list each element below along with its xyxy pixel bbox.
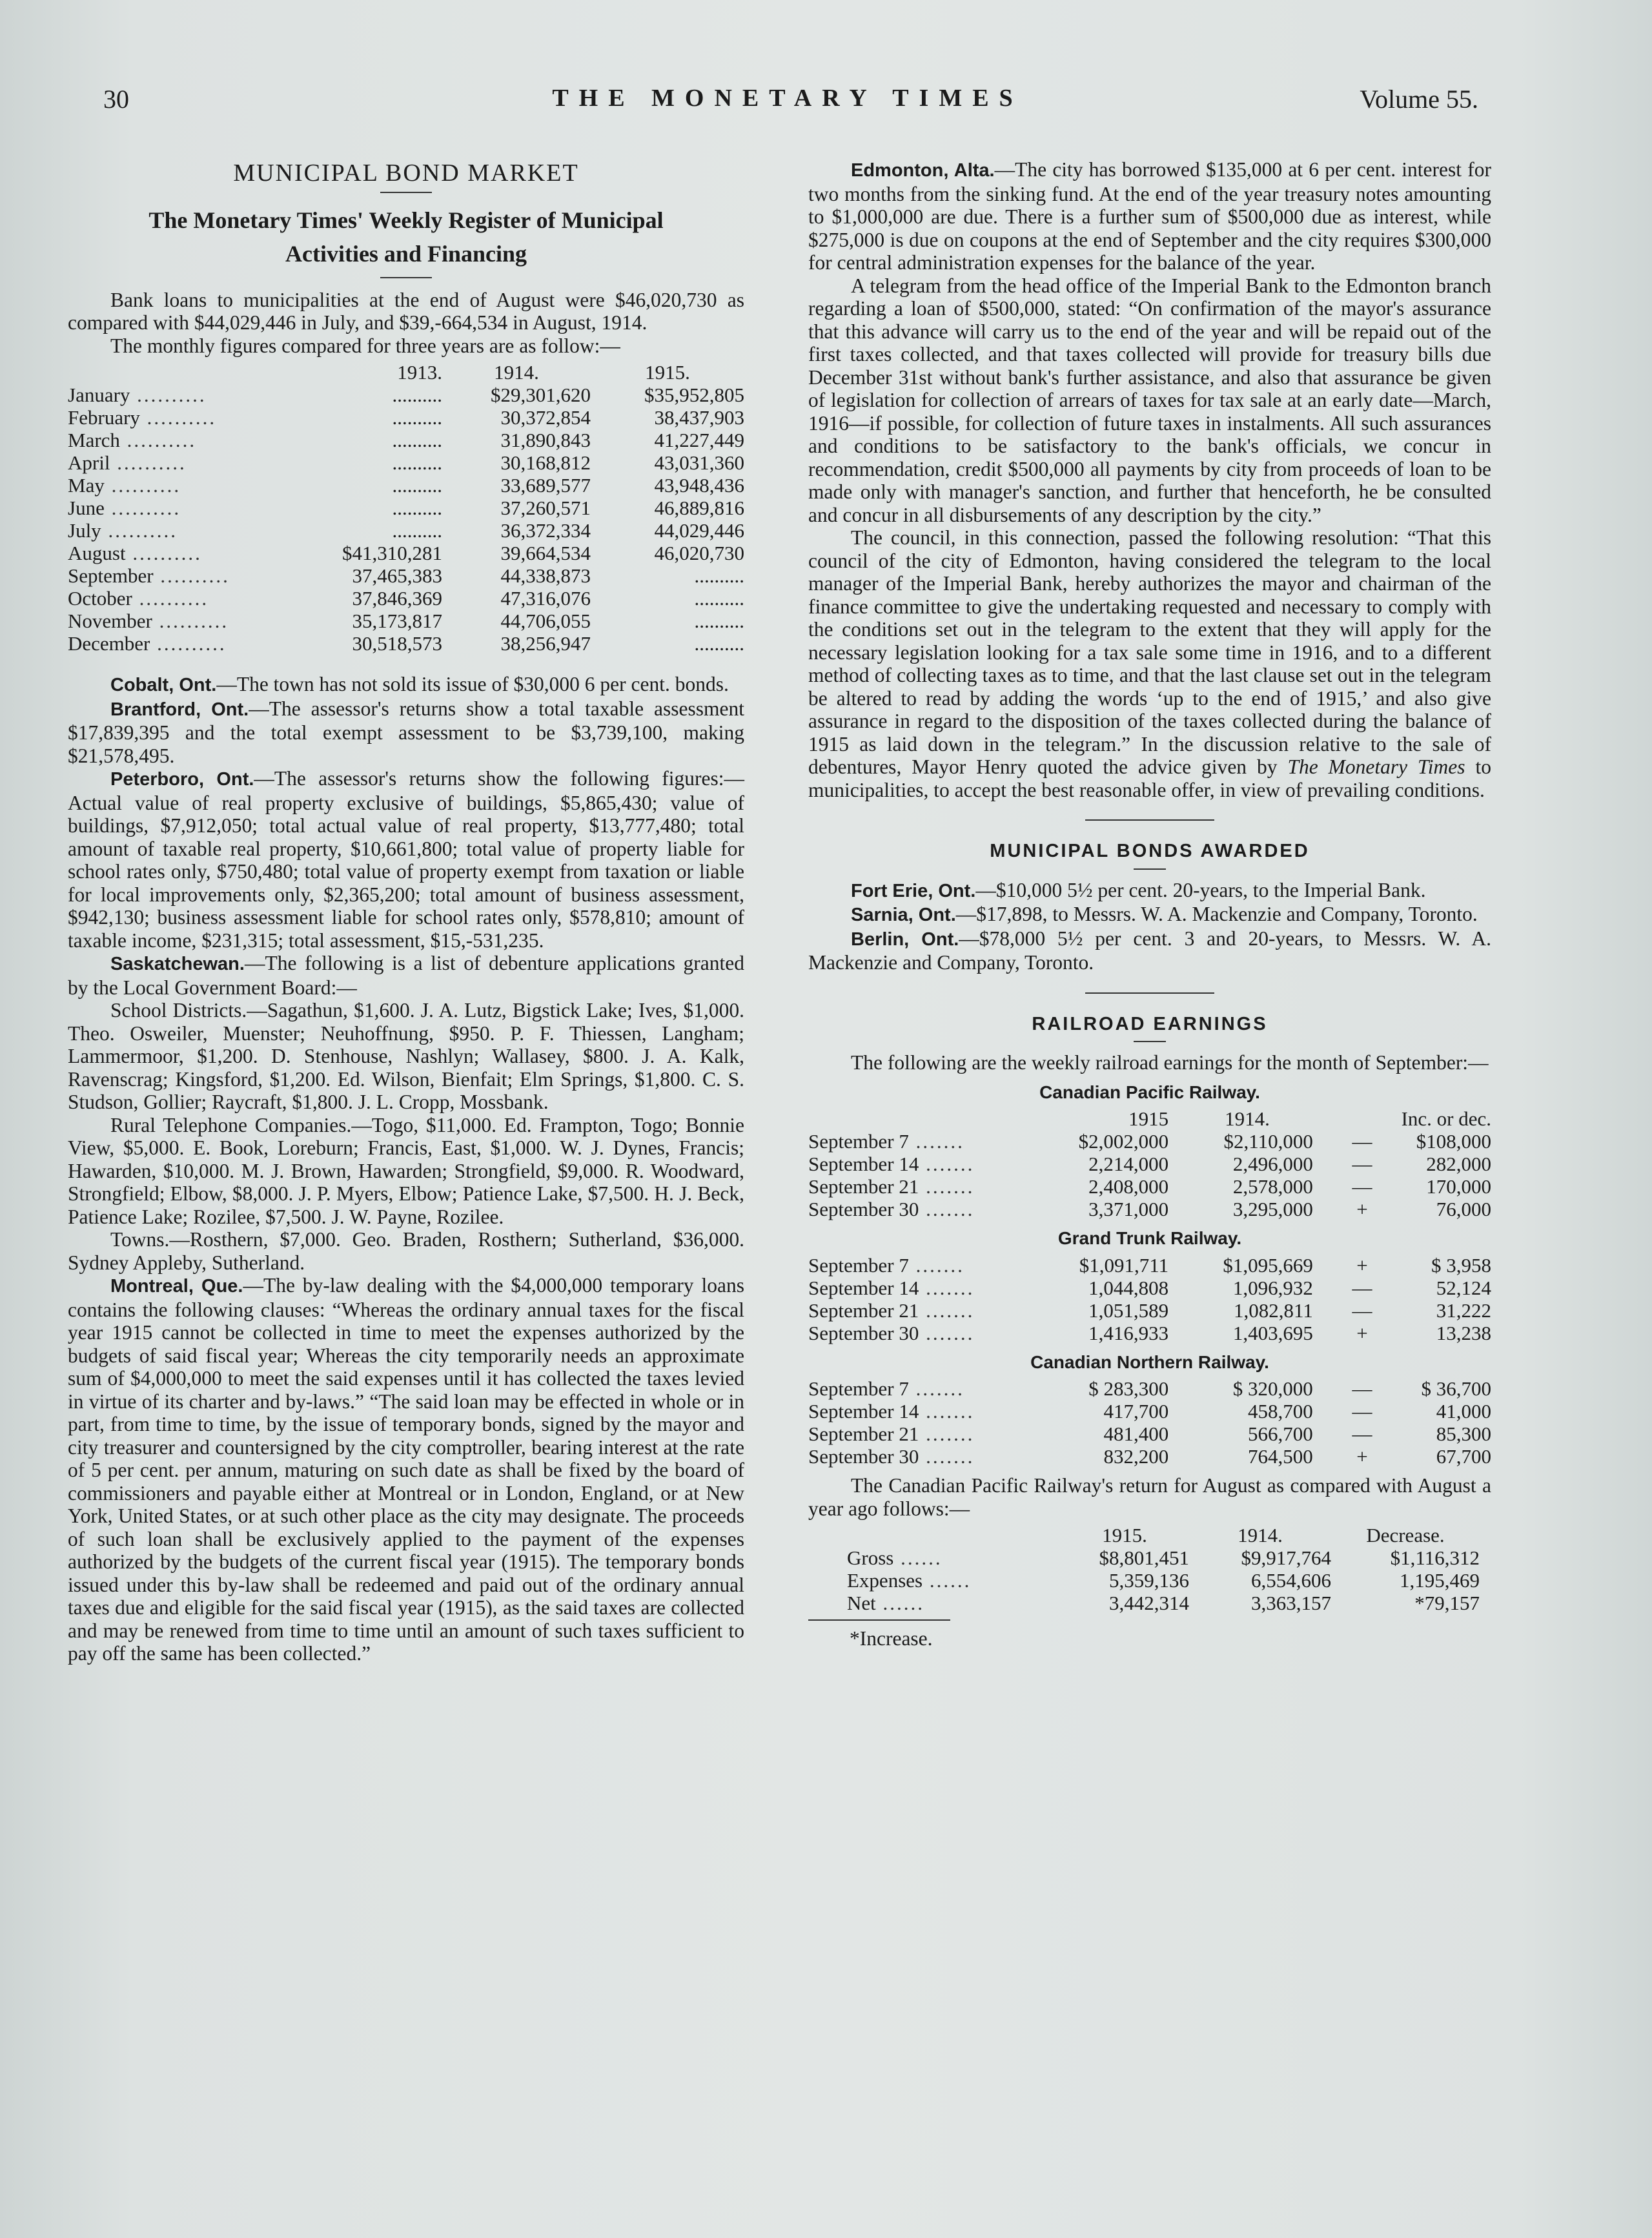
row-label-cell bbox=[847, 1592, 1060, 1614]
value-cell: .......... bbox=[694, 610, 744, 632]
section-title-bond-market: MUNICIPAL BOND MARKET bbox=[233, 159, 579, 187]
table-row bbox=[68, 497, 744, 519]
table-row bbox=[68, 406, 744, 429]
leader-dots: .......... bbox=[110, 451, 187, 474]
item-lead: Brantford, Ont. bbox=[110, 699, 249, 720]
change-sign: — bbox=[1352, 1153, 1372, 1175]
table-row bbox=[808, 1400, 1491, 1422]
date-label: September 7 bbox=[808, 1253, 909, 1277]
table-header: 1915. bbox=[1102, 1524, 1147, 1546]
sask-school-districts: School Districts.—Sagathun, $1,600. J. A. Lutz, Bigstick Lake; Ives, $1,000. Theo. Osweiler, Muenster; Neuhoffnung, $950. P. F. Thiessen, Langham; Lammermoor, $1,200. D. Stenhouse, Nashlyn; Wallasey, $800. J. A. Kalk, Ravenscrag; Kingsford, $1,200. Ed. Wilson, Bienfait; Elm Springs, $1,800. C. S. Studson, Gollier; Raycraft, $1,800. J. L. Cropp, Mossbank. bbox=[68, 999, 744, 1113]
value-cell: .......... bbox=[694, 564, 744, 587]
date-label: September 21 bbox=[808, 1175, 919, 1198]
value-cell: 30,168,812 bbox=[500, 451, 591, 474]
section-subtitle bbox=[68, 203, 744, 271]
change-sign: — bbox=[1352, 1175, 1372, 1198]
month-cell bbox=[68, 406, 313, 429]
item-lead: Cobalt, Ont. bbox=[110, 675, 217, 695]
value-cell: 43,948,436 bbox=[654, 474, 744, 497]
month-label: July bbox=[68, 519, 101, 542]
leader-dots: ....... bbox=[919, 1198, 975, 1220]
item-text: —The by-law dealing with the $4,000,000 temporary loans contains the following clauses: “Whereas the ordinary annual taxes for the fiscal year 1915 cannot be collected in time to meet the expenses authorized by the budgets of said fiscal year; Whereas the city temporarily needs an approximate sum of $4,000,000 to meet the said expenses until it has collected the taxes levied in virtue of its charter and by-laws.” “The said loan may be effected in whole or in part, from time to time, by the issue of temporary bonds, signed by the mayor and city treasurer and countersigned by the city comptroller, bearing interest at the rate of 5 per cent. per annum, maturing on such date as shall be fixed by the board of commissioners and payable either at Montreal or in London, England, or at New York, United States, or at such other place as the city may designate. The proceeds of such loan shall be exclusively applied to the payment of the expenses authorized by the budgets of the current fiscal year (1915). The temporary bonds issued under this by-law shall be redeemed and paid out of the ordinary annual taxes due and eligible for the said fiscal year (1915), as the said taxes are collected and may be renewed from time to time until an amount of such taxes sufficient to pay off the same has been collected.” bbox=[68, 1274, 744, 1665]
change-sign: + bbox=[1356, 1198, 1368, 1220]
page-number: 30 bbox=[103, 85, 129, 114]
table-row bbox=[808, 1445, 1491, 1468]
value-cell: 481,400 bbox=[1103, 1422, 1169, 1445]
value-cell: 46,020,730 bbox=[654, 542, 744, 564]
value-cell: *79,157 bbox=[1414, 1592, 1480, 1614]
value-cell: 31,890,843 bbox=[500, 429, 591, 451]
value-cell: $41,310,281 bbox=[342, 542, 442, 564]
change-sign: — bbox=[1352, 1422, 1372, 1445]
resolution-text-end: to municipalities, to accept the best reasonable offer, in view of prevailing conditions. bbox=[808, 755, 1492, 801]
date-cell bbox=[808, 1198, 1072, 1220]
date-label: September 7 bbox=[808, 1130, 909, 1153]
value-cell: .......... bbox=[392, 474, 442, 497]
leader-dots: ...... bbox=[923, 1569, 972, 1592]
table-header-row bbox=[808, 1107, 1491, 1130]
railway-name: Canadian Pacific Railway. bbox=[1039, 1082, 1260, 1102]
change-value: 67,700 bbox=[1436, 1445, 1491, 1468]
value-cell: 39,664,534 bbox=[500, 542, 591, 564]
table-row bbox=[68, 542, 744, 564]
row-label: Net bbox=[847, 1592, 876, 1614]
month-cell bbox=[68, 542, 313, 564]
change-value: 31,222 bbox=[1436, 1299, 1491, 1322]
month-label: May bbox=[68, 474, 105, 497]
sask-towns: Towns.—Rosthern, $7,000. Geo. Braden, Rosthern; Sutherland, $36,000. Sydney Appleby, Sutherland. bbox=[68, 1228, 744, 1274]
table-header: 1914. bbox=[1238, 1524, 1283, 1546]
item-text: —$17,898, to Messrs. W. A. Mackenzie and Company, Toronto. bbox=[955, 903, 1478, 925]
value-cell: $ 283,300 bbox=[1088, 1377, 1169, 1400]
page-header bbox=[97, 84, 1478, 123]
value-cell: 3,442,314 bbox=[1109, 1592, 1189, 1614]
change-value: 85,300 bbox=[1436, 1422, 1491, 1445]
table-header: 1915 bbox=[1128, 1107, 1169, 1130]
month-cell bbox=[68, 451, 313, 474]
table-row bbox=[68, 610, 744, 632]
leader-dots: ....... bbox=[919, 1321, 975, 1344]
railway-earnings-table bbox=[808, 1377, 1491, 1468]
table-header: 1915. bbox=[645, 361, 690, 384]
date-cell bbox=[808, 1130, 1072, 1153]
leader-dots: ....... bbox=[919, 1276, 975, 1299]
row-label-cell bbox=[847, 1569, 1060, 1592]
item-lead: Edmonton, Alta. bbox=[851, 160, 995, 181]
montreal-item bbox=[68, 1274, 744, 1665]
value-cell: 5,359,136 bbox=[1109, 1569, 1189, 1592]
change-cell bbox=[1326, 1175, 1491, 1198]
value-cell: 44,706,055 bbox=[500, 610, 591, 632]
railroad-intro: The following are the weekly railroad earnings for the month of September:— bbox=[851, 1051, 1489, 1074]
month-cell bbox=[68, 632, 313, 655]
date-label: September 30 bbox=[808, 1321, 919, 1344]
leader-dots: ....... bbox=[919, 1153, 975, 1175]
value-cell: 1,051,589 bbox=[1088, 1299, 1169, 1322]
cpr-august-table bbox=[847, 1524, 1480, 1614]
row-label-cell bbox=[847, 1546, 1060, 1569]
table-row bbox=[808, 1198, 1491, 1220]
leader-dots: ...... bbox=[893, 1546, 943, 1569]
edmonton-telegram: A telegram from the head office of the Imperial Bank to the Edmonton branch regarding a loan of $500,000, stated: “On confirmation of the mayor's assurance that this advance will carry us to the end of the year and will be repaid out of the first taxes collected, and that taxes collected will provide for treasury bills due December 31st without bank's further assistance, and also that assurance be given of legislation for collection of arrears of taxes for tax sale at an early date—March, 1916—if possible, for collection of future taxes in instalments. All such assurances and conditions to be satisfactory to the bank's officials, we concur in recommendation, credit $500,000 all payments by city from proceeds of loan to be made only with manager's sanction, and further that henceforth, he be consulted and concur in all disbursements of any description by the city.” bbox=[808, 274, 1491, 526]
item-text: —The assessor's returns show the following figures:—Actual value of real property exclusive of buildings, $5,865,430; value of buildings, $7,912,050; total actual value of real property, $13,777,480; total amount of taxable real property, $10,661,800; total value of property liable for school rates only, $750,480; total value of property exempt from taxation or liable for local improvements only, $2,365,200; total amount of business assessment, $942,130; business assessment liable for school rates only, $578,810; amount of taxable income, $231,315; total assessment, $15,-531,235. bbox=[68, 767, 744, 952]
value-cell: 1,403,695 bbox=[1232, 1321, 1313, 1344]
month-label: September bbox=[68, 564, 154, 587]
change-value: $ 36,700 bbox=[1421, 1377, 1491, 1400]
item-text: —The following is a list of debenture applications granted by the Local Government Board:— bbox=[68, 952, 744, 999]
value-cell: 30,372,854 bbox=[500, 406, 591, 429]
month-label: June bbox=[68, 497, 105, 519]
news-item bbox=[68, 767, 744, 952]
leader-dots: .......... bbox=[139, 406, 217, 429]
leader-dots: ...... bbox=[875, 1592, 925, 1614]
change-sign: — bbox=[1352, 1377, 1372, 1400]
masthead: THE MONETARY TIMES bbox=[552, 85, 1023, 112]
change-value: 282,000 bbox=[1426, 1153, 1491, 1175]
leader-dots: .......... bbox=[104, 497, 181, 519]
change-value: $ 3,958 bbox=[1431, 1253, 1491, 1277]
divider bbox=[1134, 1041, 1166, 1042]
value-cell: 44,338,873 bbox=[500, 564, 591, 587]
value-cell: $1,095,669 bbox=[1223, 1253, 1313, 1277]
railway-name: Canadian Northern Railway. bbox=[1030, 1351, 1269, 1372]
railway-earnings-table bbox=[808, 1254, 1491, 1344]
month-label: February bbox=[68, 406, 140, 429]
date-label: September 30 bbox=[808, 1445, 919, 1468]
table-row bbox=[808, 1377, 1491, 1400]
value-cell: $ 320,000 bbox=[1232, 1377, 1313, 1400]
month-cell bbox=[68, 587, 313, 610]
value-cell: $2,110,000 bbox=[1223, 1130, 1313, 1153]
leader-dots: ....... bbox=[908, 1253, 964, 1277]
cpr-august-intro: The Canadian Pacific Railway's return for August as compared with August a year ago follows:— bbox=[808, 1474, 1491, 1520]
change-cell bbox=[1326, 1299, 1491, 1322]
month-cell bbox=[68, 474, 313, 497]
footnote: *Increase. bbox=[850, 1627, 933, 1650]
change-value: $108,000 bbox=[1416, 1130, 1491, 1153]
value-cell: .......... bbox=[392, 429, 442, 451]
change-value: 41,000 bbox=[1436, 1400, 1491, 1422]
value-cell: 33,689,577 bbox=[500, 474, 591, 497]
value-cell: 30,518,573 bbox=[352, 632, 442, 655]
railway-earnings-table bbox=[808, 1107, 1491, 1220]
date-cell bbox=[808, 1254, 1072, 1277]
award-item bbox=[808, 879, 1491, 903]
value-cell: .......... bbox=[392, 497, 442, 519]
value-cell: $9,917,764 bbox=[1241, 1546, 1331, 1569]
change-value: 170,000 bbox=[1426, 1175, 1491, 1198]
table-row bbox=[68, 451, 744, 474]
table-row bbox=[808, 1130, 1491, 1153]
table-row bbox=[68, 384, 744, 406]
value-cell: $29,301,620 bbox=[491, 384, 591, 406]
section-title-railroad: RAILROAD EARNINGS bbox=[1032, 1013, 1268, 1034]
table-header: Decrease. bbox=[1366, 1524, 1445, 1546]
value-cell: .......... bbox=[392, 384, 442, 406]
change-cell bbox=[1326, 1198, 1491, 1220]
leader-dots: .......... bbox=[153, 564, 230, 587]
leader-dots: .......... bbox=[152, 610, 229, 632]
change-value: 52,124 bbox=[1436, 1276, 1491, 1299]
leader-dots: ....... bbox=[908, 1377, 964, 1400]
value-cell: 44,029,446 bbox=[654, 519, 744, 542]
change-sign: — bbox=[1352, 1276, 1372, 1299]
leader-dots: .......... bbox=[130, 384, 207, 406]
edmonton-resolution bbox=[808, 526, 1491, 801]
divider bbox=[1085, 819, 1214, 821]
month-label: August bbox=[68, 542, 126, 564]
news-item bbox=[68, 673, 744, 697]
table-header-row bbox=[68, 361, 744, 384]
month-cell bbox=[68, 429, 313, 451]
table-header: 1913. bbox=[397, 361, 442, 384]
table-header-row bbox=[847, 1524, 1480, 1546]
value-cell: 566,700 bbox=[1247, 1422, 1313, 1445]
item-lead: Peterboro, Ont. bbox=[110, 769, 254, 790]
value-cell: 1,082,811 bbox=[1234, 1299, 1313, 1322]
change-sign: + bbox=[1356, 1253, 1368, 1277]
item-text: —The city has borrowed $135,000 at 6 per cent. interest for two months from the sinking fund. At the end of the year treasury notes amounting to $1,000,000 are due. There is a further sum of $500,000 due as interest, while $275,000 is due on coupons at the end of September and the city requires $300,000 for central administration expenses for the balance of the year. bbox=[808, 158, 1491, 274]
value-cell: 2,578,000 bbox=[1232, 1175, 1313, 1198]
footnote-rule bbox=[808, 1619, 950, 1621]
value-cell: $2,002,000 bbox=[1078, 1130, 1169, 1153]
change-cell bbox=[1326, 1153, 1491, 1175]
item-lead: Saskatchewan. bbox=[110, 954, 245, 974]
table-row bbox=[847, 1569, 1480, 1592]
date-label: September 30 bbox=[808, 1198, 919, 1220]
item-text: —$10,000 5½ per cent. 20-years, to the Imperial Bank. bbox=[975, 878, 1426, 901]
news-item bbox=[68, 697, 744, 768]
value-cell: 3,295,000 bbox=[1232, 1198, 1313, 1220]
date-cell bbox=[808, 1400, 1073, 1422]
leader-dots: ....... bbox=[919, 1445, 975, 1468]
award-item bbox=[808, 927, 1491, 974]
table-row bbox=[68, 429, 744, 451]
value-cell: $1,116,312 bbox=[1390, 1546, 1480, 1569]
divider bbox=[380, 192, 432, 193]
edmonton-item bbox=[808, 158, 1491, 274]
leader-dots: .......... bbox=[132, 587, 209, 610]
divider bbox=[1085, 992, 1214, 994]
date-label: September 21 bbox=[808, 1422, 919, 1445]
left-column bbox=[68, 158, 744, 1665]
value-cell: 2,496,000 bbox=[1232, 1153, 1313, 1175]
value-cell: 1,096,932 bbox=[1232, 1276, 1313, 1299]
table-row bbox=[847, 1592, 1480, 1614]
leader-dots: .......... bbox=[104, 474, 181, 497]
leader-dots: ....... bbox=[908, 1130, 964, 1153]
value-cell: 37,465,383 bbox=[352, 564, 442, 587]
value-cell: 46,889,816 bbox=[654, 497, 744, 519]
item-text: —$78,000 5½ per cent. 3 and 20-years, to Messrs. W. A. Mackenzie and Company, Toronto. bbox=[808, 927, 1491, 974]
value-cell: $8,801,451 bbox=[1099, 1546, 1189, 1569]
table-row bbox=[808, 1322, 1491, 1344]
date-cell bbox=[808, 1277, 1072, 1299]
value-cell: .......... bbox=[392, 451, 442, 474]
table-row bbox=[68, 632, 744, 655]
month-label: January bbox=[68, 384, 130, 406]
railway-name: Grand Trunk Railway. bbox=[1057, 1228, 1242, 1248]
section-title-bonds-awarded: MUNICIPAL BONDS AWARDED bbox=[990, 841, 1310, 861]
row-label: Expenses bbox=[847, 1569, 923, 1592]
leader-dots: .......... bbox=[101, 519, 178, 542]
table-row bbox=[68, 519, 744, 542]
divider bbox=[1134, 868, 1166, 870]
change-cell bbox=[1326, 1445, 1491, 1468]
table-row bbox=[808, 1175, 1491, 1198]
month-cell bbox=[68, 384, 313, 406]
value-cell: 417,700 bbox=[1103, 1400, 1169, 1422]
change-sign: + bbox=[1356, 1321, 1368, 1344]
leader-dots: ....... bbox=[919, 1422, 975, 1445]
date-label: September 21 bbox=[808, 1299, 919, 1322]
table-row bbox=[808, 1153, 1491, 1175]
table-row bbox=[68, 564, 744, 587]
item-text: —The town has not sold its issue of $30,000 6 per cent. bonds. bbox=[216, 673, 729, 695]
table-header: 1914. bbox=[1225, 1107, 1270, 1130]
leader-dots: ....... bbox=[919, 1299, 975, 1322]
value-cell: 1,044,808 bbox=[1088, 1276, 1169, 1299]
change-cell bbox=[1326, 1322, 1491, 1344]
change-cell bbox=[1326, 1400, 1491, 1422]
leader-dots: ....... bbox=[919, 1400, 975, 1422]
value-cell: 38,437,903 bbox=[654, 406, 744, 429]
table-row bbox=[68, 474, 744, 497]
change-sign: — bbox=[1352, 1400, 1372, 1422]
table-row bbox=[68, 587, 744, 610]
value-cell: 37,846,369 bbox=[352, 587, 442, 610]
month-label: October bbox=[68, 587, 132, 610]
value-cell: 458,700 bbox=[1247, 1400, 1313, 1422]
date-cell bbox=[808, 1322, 1072, 1344]
value-cell: 2,214,000 bbox=[1088, 1153, 1169, 1175]
value-cell: 36,372,334 bbox=[500, 519, 591, 542]
intro-paragraph-2: The monthly figures compared for three years are as follow:— bbox=[110, 334, 620, 357]
date-cell bbox=[808, 1175, 1072, 1198]
monthly-figures-table bbox=[68, 361, 744, 655]
publication-name: The Monetary Times bbox=[1287, 755, 1465, 778]
item-lead: Montreal, Que. bbox=[110, 1276, 243, 1297]
leader-dots: ....... bbox=[919, 1175, 975, 1198]
month-label: December bbox=[68, 632, 150, 655]
value-cell: 47,316,076 bbox=[500, 587, 591, 610]
item-lead: Sarnia, Ont. bbox=[851, 905, 956, 925]
table-row bbox=[808, 1422, 1491, 1445]
value-cell: .......... bbox=[694, 632, 744, 655]
value-cell: 35,173,817 bbox=[352, 610, 442, 632]
change-sign: + bbox=[1356, 1445, 1368, 1468]
value-cell: 3,363,157 bbox=[1251, 1592, 1331, 1614]
award-item bbox=[808, 903, 1491, 927]
change-cell bbox=[1326, 1130, 1491, 1153]
date-label: September 14 bbox=[808, 1400, 919, 1422]
date-label: September 14 bbox=[808, 1276, 919, 1299]
right-column bbox=[808, 158, 1491, 1650]
value-cell: 1,195,469 bbox=[1400, 1569, 1480, 1592]
subtitle-line-1: The Monetary Times' Weekly Register of Municipal bbox=[148, 207, 664, 233]
value-cell: 1,416,933 bbox=[1088, 1321, 1169, 1344]
change-cell bbox=[1326, 1277, 1491, 1299]
change-sign: — bbox=[1352, 1299, 1372, 1322]
value-cell: 764,500 bbox=[1247, 1445, 1313, 1468]
change-cell bbox=[1326, 1377, 1491, 1400]
table-row bbox=[808, 1299, 1491, 1322]
date-label: September 7 bbox=[808, 1377, 909, 1400]
value-cell: .......... bbox=[392, 406, 442, 429]
change-value: 76,000 bbox=[1436, 1198, 1491, 1220]
date-label: September 14 bbox=[808, 1153, 919, 1175]
divider bbox=[380, 277, 432, 278]
value-cell: 41,227,449 bbox=[654, 429, 744, 451]
change-sign: — bbox=[1352, 1130, 1372, 1153]
item-lead: Fort Erie, Ont. bbox=[851, 880, 976, 901]
value-cell: $35,952,805 bbox=[644, 384, 744, 406]
month-cell bbox=[68, 519, 313, 542]
value-cell: 43,031,360 bbox=[654, 451, 744, 474]
month-label: April bbox=[68, 451, 110, 474]
month-cell bbox=[68, 497, 313, 519]
resolution-text: The council, in this connection, passed the following resolution: “That this council of the city of Edmonton, having considered the telegram to the local manager of the Imperial Bank, hereby authorizes the mayor and chairman of the finance committee to give the undertaking requested and necessary to comply with the conditions set out in the telegram to the extent that they will apply for the necessary legislation looking for a tax sale some time in 1916, and to a different method of collecting taxes as to time, and that the last clause set out in the telegram be altered to read by adding the words ‘up to the end of 1915,’ and also give assurance in regard to the disposition of the taxes collected during the balance of 1915 as laid down in the telegram.” In the discussion relative to the sale of debentures, Mayor Henry quoted the advice given by bbox=[808, 526, 1491, 778]
news-item bbox=[68, 952, 744, 999]
table-row bbox=[808, 1277, 1491, 1299]
value-cell: .......... bbox=[392, 519, 442, 542]
value-cell: 38,256,947 bbox=[500, 632, 591, 655]
table-row bbox=[847, 1546, 1480, 1569]
volume-label: Volume 55. bbox=[1360, 85, 1478, 114]
value-cell: 2,408,000 bbox=[1088, 1175, 1169, 1198]
subtitle-line-2: Activities and Financing bbox=[285, 240, 527, 267]
leader-dots: .......... bbox=[125, 542, 202, 564]
date-cell bbox=[808, 1377, 1073, 1400]
month-cell bbox=[68, 610, 313, 632]
intro-paragraph: Bank loans to municipalities at the end of August were $46,020,730 as compared with $44,029,446 in July, and $39,-664,534 in August, 1914. bbox=[68, 288, 744, 334]
change-cell bbox=[1326, 1254, 1491, 1277]
leader-dots: .......... bbox=[150, 632, 227, 655]
date-cell bbox=[808, 1445, 1073, 1468]
value-cell: 832,200 bbox=[1103, 1445, 1169, 1468]
change-cell bbox=[1326, 1422, 1491, 1445]
table-header: Inc. or dec. bbox=[1401, 1107, 1491, 1130]
value-cell: 37,260,571 bbox=[500, 497, 591, 519]
month-label: November bbox=[68, 610, 152, 632]
value-cell: 6,554,606 bbox=[1251, 1569, 1331, 1592]
date-cell bbox=[808, 1422, 1073, 1445]
value-cell: $1,091,711 bbox=[1079, 1253, 1169, 1277]
table-row bbox=[808, 1254, 1491, 1277]
date-cell bbox=[808, 1299, 1072, 1322]
change-value: 13,238 bbox=[1436, 1321, 1491, 1344]
sask-rural-telephone: Rural Telephone Companies.—Togo, $11,000. Ed. Frampton, Togo; Bonnie View, $5,000. E. Book, Loreburn; Francis, East, $1,000. W. J. Dynes, Francis; Hawarden, $10,000. M. J. Brown, Hawarden; Strongfield, $9,000. R. Woodward, Strongfield; Elbow, $8,000. J. P. Myers, Elbow; Patience Lake, $7,500. H. J. Beck, Patience Lake; Rozilee, $7,500. J. W. Payne, Rozilee. bbox=[68, 1113, 744, 1228]
table-header: 1914. bbox=[494, 361, 539, 384]
item-text: —The assessor's returns show a total taxable assessment $17,839,395 and the total exempt assessment to be $3,739,100, making $21,578,495. bbox=[68, 697, 744, 767]
leader-dots: .......... bbox=[119, 429, 197, 451]
month-cell bbox=[68, 564, 313, 587]
date-cell bbox=[808, 1153, 1072, 1175]
item-lead: Berlin, Ont. bbox=[851, 929, 959, 950]
value-cell: 3,371,000 bbox=[1088, 1198, 1169, 1220]
value-cell: .......... bbox=[694, 587, 744, 610]
month-label: March bbox=[68, 429, 120, 451]
row-label: Gross bbox=[847, 1546, 894, 1569]
